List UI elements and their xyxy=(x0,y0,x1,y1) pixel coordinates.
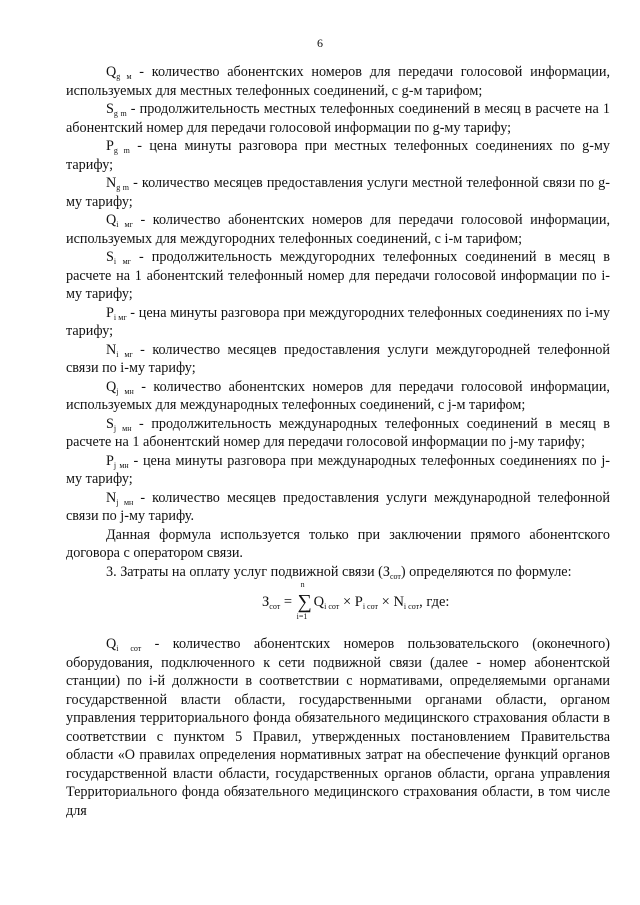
formula-term-p-sub: i сот xyxy=(362,602,378,611)
formula-term-q-sub: i сот xyxy=(324,602,340,611)
definition-symbol-sub: j мн xyxy=(113,423,132,433)
definition-symbol: P xyxy=(106,304,114,321)
last-definition-symbol-sub: i сот xyxy=(116,644,142,653)
item-3-text-after: ) определяются по формуле: xyxy=(400,563,572,580)
definition-text: - продолжительность международных телефонных соединений в месяц в расчете на 1 абонентский номер для передачи голосовой информации по j-му тарифу; xyxy=(66,415,610,450)
formula-tail: , где: xyxy=(419,594,450,610)
sum-symbol: ∑ xyxy=(297,591,312,613)
note-paragraph: Данная формула используется только при заключении прямого абонентского договора с оператором связи. xyxy=(66,526,610,561)
definition-item xyxy=(66,452,610,489)
definition-item xyxy=(66,378,610,415)
definition-symbol: N xyxy=(106,489,117,506)
definition-symbol: P xyxy=(106,452,114,469)
formula-lhs-sub: сот xyxy=(269,602,281,611)
definition-symbol-sub: g m xyxy=(116,183,130,192)
definition-symbol: Q xyxy=(106,64,117,80)
page-number: 6 xyxy=(317,36,323,50)
definition-symbol-sub: j мн xyxy=(113,460,129,470)
formula-eq: = xyxy=(280,594,296,610)
formula-term-n: N xyxy=(393,594,404,610)
definition-item xyxy=(66,304,610,341)
definition-text: - цена минуты разговора при междугородних телефонных соединениях по i-му тарифу; xyxy=(66,304,610,339)
definition-text: - количество абонентских номеров для передачи голосовой информации, используемых для местных телефонных соединений, с g-м тарифом; xyxy=(66,64,610,99)
definition-item xyxy=(66,63,610,100)
definition-symbol-sub: j мн xyxy=(116,386,134,396)
definition-item xyxy=(66,100,610,137)
sum-lower-limit: i=1 xyxy=(296,612,308,621)
definition-symbol-sub: g m xyxy=(113,146,130,155)
definition-symbol: Q xyxy=(106,212,117,228)
formula-block xyxy=(66,580,610,629)
definition-text: - количество месяцев предоставления услуги междугородней телефонной связи по i-му тарифу; xyxy=(66,341,610,376)
definition-symbol: S xyxy=(106,101,114,117)
formula-times-2: × xyxy=(378,594,394,610)
definition-item xyxy=(66,341,610,378)
definition-item xyxy=(66,415,610,452)
last-definition-symbol: Q xyxy=(106,636,117,652)
definition-text: - количество абонентских номеров для передачи голосовой информации, используемых для междугородних телефонных соединений, с i-м тарифом; xyxy=(66,212,610,247)
definition-symbol: S xyxy=(106,249,114,265)
definition-text: - количество абонентских номеров для передачи голосовой информации, используемых для международных телефонных соединений, с j-м тарифом; xyxy=(66,378,610,413)
definition-symbol-sub: i мг xyxy=(113,312,127,322)
definition-symbol-sub: g м xyxy=(116,72,132,81)
formula-term-q: Q xyxy=(313,594,325,610)
formula-lhs: З xyxy=(262,594,270,610)
sum-upper-limit: n xyxy=(300,580,305,589)
item-3-symbol-sub: сот xyxy=(389,571,401,581)
definition-text: - количество месяцев предоставления услуги местной телефонной связи по g-му тарифу; xyxy=(66,175,610,210)
definition-symbol: N xyxy=(106,341,117,358)
last-definition-text: - количество абонентских номеров пользовательского (оконечного) оборудования, подключенного к сети подвижной связи (далее - номер абонентской станции) по i-й должности в соответствии с нормативами, определяемыми органами государственной власти области, государственными органами области, органом управления территориального фонда обязательного медицинского страхования области в соответствии с пунктом 5 Правил, утвержденных постановлением Правительства области «О правилах определения нормативных затрат на обеспечение функций органов государственной власти области, государственных органов области, органа управления Территориального фонда обязательного медицинского страхования области, в том числе для xyxy=(66,636,610,819)
formula-term-p: P xyxy=(354,594,363,610)
item-3-paragraph xyxy=(66,563,610,582)
definition-item xyxy=(66,248,610,304)
definition-symbol: Q xyxy=(106,378,117,395)
formula-times-1: × xyxy=(339,594,355,610)
definition-text: - цена минуты разговора при местных телефонных соединениях по g-му тарифу; xyxy=(66,138,610,173)
definition-symbol: N xyxy=(106,175,117,191)
definitions-list xyxy=(66,63,610,526)
item-3-text-before: 3. Затраты на оплату услуг подвижной связи ( xyxy=(106,563,383,580)
definition-symbol: P xyxy=(106,138,114,154)
last-definition xyxy=(66,635,610,820)
definition-text: - продолжительность междугородних телефонных соединений в месяц в расчете на 1 абонентский телефонный номер для передачи голосовой информации по i-му тарифу; xyxy=(66,249,610,302)
definition-symbol-sub: j мн xyxy=(116,497,134,507)
sum-sign xyxy=(296,580,314,621)
definition-item xyxy=(66,489,610,526)
definition-symbol-sub: i мг xyxy=(113,257,131,266)
definition-symbol-sub: i мг xyxy=(116,220,133,229)
definition-item xyxy=(66,137,610,174)
definition-text: - количество месяцев предоставления услуги международной телефонной связи по j-му тарифу. xyxy=(66,489,610,524)
definition-item xyxy=(66,174,610,211)
item-3-symbol: З xyxy=(382,563,390,580)
definition-text: - цена минуты разговора при международных телефонных соединениях по j-му тарифу; xyxy=(66,452,610,487)
formula-term-n-sub: i сот xyxy=(403,602,420,611)
definition-symbol-sub: i мг xyxy=(116,349,133,359)
definition-text: - продолжительность местных телефонных соединений в месяц в расчете на 1 абонентский номер для передачи голосовой информации по g-му тарифу; xyxy=(66,101,610,136)
document-body xyxy=(66,63,610,820)
definition-symbol-sub: g m xyxy=(113,109,127,118)
definition-symbol: S xyxy=(106,415,114,432)
formula xyxy=(262,580,450,621)
definition-item xyxy=(66,211,610,248)
